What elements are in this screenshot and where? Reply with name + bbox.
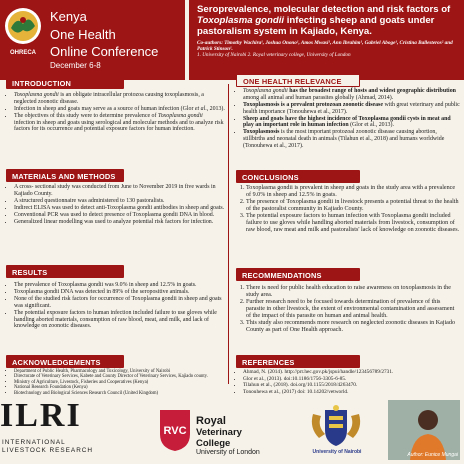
conclusions-body: [234, 185, 460, 235]
conclusions-heading: CONCLUSIONS: [236, 170, 360, 183]
introduction-item: [14, 113, 225, 133]
one-health-text: is the most important protozoal zoonotic disease causing abortion, stillbirths and neonatal death in animals (Tilahun et al., 2018) and humans worldwide (Tonouhewa et al., 2017).: [243, 129, 445, 149]
one-health-bold: Toxoplasmosis: [243, 129, 280, 136]
reference-item: • Ahmad, N. (2014). http://prr.hec.gov.pk/jspui/handle/123456789/2731.: [243, 369, 460, 375]
ilri-logo-line2: LIVESTOCK RESEARCH: [2, 447, 94, 454]
introduction-item: [14, 106, 225, 113]
conference-dates: December 6-8: [50, 61, 101, 70]
conference-name: One Health: [50, 27, 116, 42]
recommendations-heading: RECOMMENDATIONS: [236, 268, 360, 281]
references-list: [234, 369, 460, 395]
conclusions-list: [234, 185, 460, 234]
poster-title: [197, 4, 456, 38]
reference-item: • Tonouhewa et al., (2017) doi: 10.14202/vetworld.: [243, 389, 460, 395]
references-heading: REFERENCES: [236, 355, 360, 368]
rvc-logo: [158, 404, 288, 454]
introduction-text: The objectives of this study were to determine prevalence of: [14, 112, 158, 119]
introduction-italic: Toxoplasma gondii: [157, 112, 203, 119]
recommendations-body: [234, 285, 460, 335]
results-list: [5, 282, 225, 330]
conclusion-item: 2. The presence of Toxoplasma gondii in livestock presents a potential threat to the health of the pastoralist community in Kajiado County.: [246, 199, 460, 213]
uon-crest-icon: [305, 404, 367, 448]
materials-list: [5, 184, 225, 226]
one-health-heading: ONE HEALTH RELEVANCE: [236, 74, 360, 87]
one-health-item: [243, 88, 460, 101]
materials-item: • A structured questionnaire was administered to 130 pastoralists.: [14, 198, 225, 205]
author-photo: [388, 400, 460, 460]
one-health-text: (Glor et al., 2013).: [348, 122, 394, 129]
materials-item: • Indirect ELISA was used to detect anti-Toxoplasma gondii antibodies in sheep and goats.: [14, 205, 225, 212]
one-health-italic: Toxoplasma gondii: [243, 88, 288, 94]
acknowledgements-body: [5, 369, 225, 396]
rvc-name-line2: Veterinary: [196, 427, 242, 438]
uon-logo-text: University of Nairobi: [312, 449, 362, 455]
introduction-item: [14, 92, 225, 105]
reference-item: • Tilahun et al., (2018). doi.org/10.1155/2018/4263470.: [243, 382, 460, 388]
one-health-list: [234, 88, 460, 150]
materials-heading: MATERIALS AND METHODS: [6, 169, 124, 182]
rvc-name-line3: College: [196, 438, 231, 449]
affiliations: 1. University of Nairobi 2. Royal veterinary college, University of London: [197, 52, 351, 59]
introduction-text: infection in sheep and goats using serological and molecular methods and to analyze risk factors for its occurrence and potential exposure factors for human infection.: [14, 119, 224, 133]
column-divider: [228, 84, 229, 384]
introduction-text: is an obligate intracellular protozoa causing toxoplasmosis, a neglected zoonotic disease.: [14, 92, 204, 105]
title-organism: Toxoplasma gondii: [197, 15, 285, 27]
author-portrait-icon: [388, 400, 460, 460]
poster-title-banner: [189, 0, 464, 80]
one-health-bold: Sheep and goats have the highest incidence of Toxoplasma gondii cysts in meat and play an important role in human infection: [243, 115, 451, 129]
one-health-item: [243, 129, 460, 149]
acknowledgement-item: • Biotechnology and Biological Sciences Research Council (United Kingdom): [14, 391, 225, 396]
introduction-list: [5, 92, 225, 133]
author-caption: Author: Eunice Mungai: [407, 452, 458, 458]
introduction-text: ., 2013).: [205, 105, 225, 112]
ohreca-logo-text: OHRECA: [9, 50, 37, 56]
results-item: • Toxoplasma gondii DNA was detected in 89% of the seropositive animals.: [14, 289, 225, 296]
recommendation-item: 2. Further research need to be focused towards determination of prevalence of this parasite in other livestock, the extent of environmental contamination and assessment of the impact of this parasite on human and animal health.: [246, 299, 460, 320]
rvc-crest-text: RVC: [163, 425, 187, 437]
one-health-body: [234, 88, 460, 150]
rvc-crest-icon: [158, 408, 192, 452]
rvc-name-line4: University of London: [196, 449, 260, 456]
introduction-body: [5, 92, 225, 133]
results-body: [5, 282, 225, 330]
ilri-logo: [0, 397, 112, 459]
materials-body: [5, 184, 225, 226]
introduction-italic: Toxoplasma gondii: [14, 92, 59, 98]
introduction-heading: INTRODUCTION: [6, 76, 124, 89]
title-part-1: Seroprevalence, molecular detection and risk factors of: [197, 4, 451, 15]
ohreca-logo-icon: [3, 6, 43, 58]
one-health-item: [243, 116, 460, 129]
author-list: Co-authors: Timothy Wachira¹, Joshua Onono¹, Amos Mwasi¹, Ann Ibrahim¹, Gabriel Aboge¹, Cristina Ballesteros² and Patrick Stinson¹.: [197, 39, 453, 52]
conclusion-item: 3. The potential exposure factors to human infection with Toxoplasma gondii included failure to use gloves while handling aborted materials from livestock, consumption of raw blood, raw meat and milk and pastoralists' lack of knowledge on zoonotic diseases.: [246, 213, 460, 234]
ilri-logo-text: ILRI: [0, 397, 82, 434]
ilri-logo-line1: INTERNATIONAL: [2, 439, 66, 446]
materials-item: • Generalized linear modelling was used to analyze potential risk factors for infection.: [14, 219, 225, 226]
results-item: • The potential exposure factors to human infection included failure to use gloves while handling aborted materials, consumption of raw blood, meat, and milk, and lack of knowledge on zoonotic diseases.: [14, 310, 225, 330]
conference-country: Kenya: [50, 9, 87, 24]
one-health-bold: has the broadest range of hosts and widest geographic distribution: [287, 88, 456, 94]
uon-logo: [305, 404, 367, 460]
acknowledgements-list: [5, 369, 225, 396]
materials-item: • A cross- sectional study was conducted from June to November 2019 in five wards in Kajiado County.: [14, 184, 225, 197]
acknowledgement-item: • Department of Public Health, Pharmacology and Toxicology, University of Nairobi: [14, 369, 225, 374]
recommendation-item: 1. There is need for public health education to raise awareness on toxoplasmosis in the study area.: [246, 285, 460, 299]
rvc-name-line1: Royal: [196, 415, 226, 427]
references-body: [234, 369, 460, 395]
materials-item: • Conventional PCR was used to detect presence of Toxoplasma gondii DNA in blood.: [14, 212, 225, 219]
one-health-item: [243, 102, 460, 115]
title-part-2: infecting sheep and goats under pastoralism system in Kajiado, Kenya.: [197, 15, 435, 38]
recommendation-item: 3. This study also recommends more research on neglected zoonotic diseases in Kajiado County as part of One Health approach.: [246, 320, 460, 334]
conclusion-item: 1. Toxoplasma gondii is prevalent in sheep and goats in the study area with a prevalence of 9.0% in sheep and 12.5% in goats.: [246, 185, 460, 199]
introduction-text: Infection in sheep and goats may serve as a source of human infection (Glor: [14, 105, 195, 112]
results-heading: RESULTS: [6, 265, 124, 278]
acknowledgements-heading: ACKNOWLEDGEMENTS: [6, 355, 124, 368]
one-health-text: among all animal and human parasites globally (Ahmad, 2014).: [243, 94, 394, 101]
acknowledgement-item: • Ministry of Agriculture, Livestock, Fisheries and Cooperatives (Kenya): [14, 380, 225, 385]
conference-banner: [0, 0, 185, 80]
acknowledgement-item: • Directorate of Veterinary Services, Kabete and County Director of Veterinary Services, Kajiado county.: [14, 374, 225, 379]
recommendations-list: [234, 285, 460, 334]
reference-item: • Glor et al., (2013). doi:10.1186/1756-3305-6-85.: [243, 376, 460, 382]
one-health-text: with great veterinary and public health importance (Tonouhewa et al., 2017).: [243, 101, 460, 115]
one-health-bold: Toxoplasmosis is a prevalent protozoan zoonotic disease: [243, 101, 383, 108]
acknowledgement-item: • National Research Foundation (Kenya): [14, 385, 225, 390]
conference-type: Online Conference: [50, 44, 159, 59]
introduction-italic: et al: [194, 105, 206, 112]
results-item: • The prevalence of Toxoplasma gondii was 9.0% in sheep and 12.5% in goats.: [14, 282, 225, 289]
results-item: • None of the studied risk factors for occurrence of Toxoplasma gondii in sheep and goats was significant.: [14, 296, 225, 309]
